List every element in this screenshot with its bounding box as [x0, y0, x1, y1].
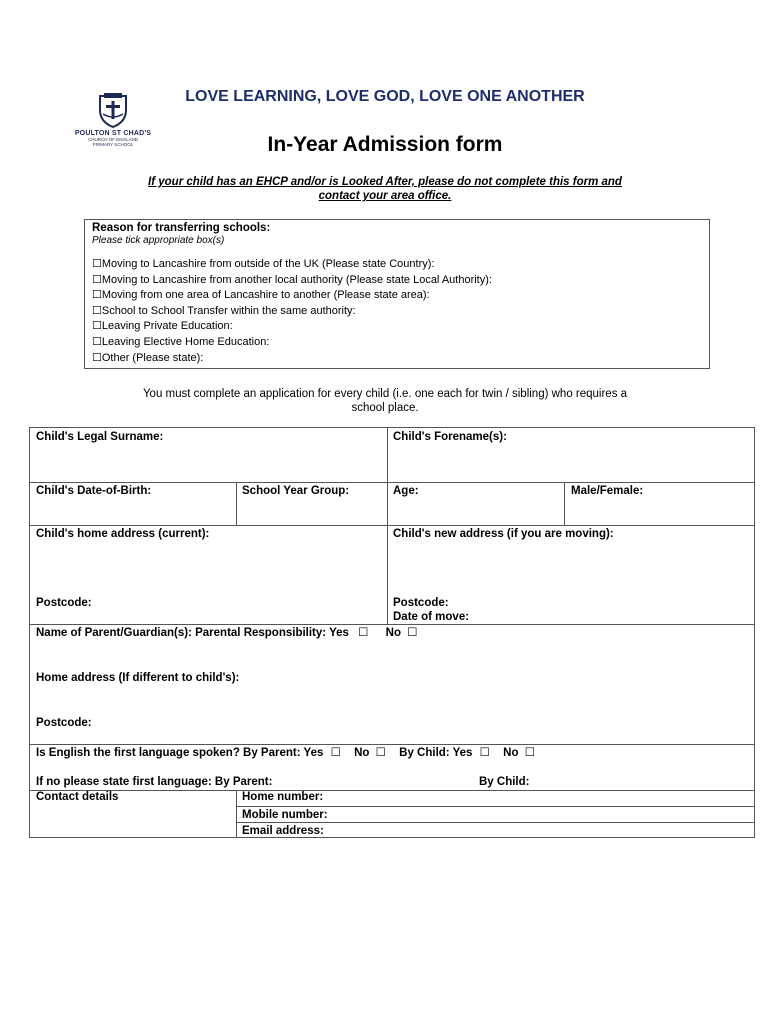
school-name-line2: CHURCH OF ENGLAND	[87, 137, 138, 142]
reason-subheading: Please tick appropriate box(s)	[92, 235, 225, 246]
row-divider	[30, 525, 754, 526]
home-number-field[interactable]: Home number:	[242, 791, 324, 803]
application-instruction	[90, 387, 680, 415]
english-parent-yes-checkbox[interactable]: ☐	[330, 747, 341, 759]
reason-option-within-lancashire[interactable]: ☐Moving from one area of Lancashire to another (Please state area):	[92, 289, 430, 302]
school-logo	[70, 92, 156, 154]
admission-details-table	[29, 427, 755, 838]
reason-option-private-education[interactable]: ☐Leaving Private Education:	[92, 320, 233, 333]
english-parent-no-label: No	[354, 747, 370, 759]
reason-option-other-authority[interactable]: ☐Moving to Lancashire from another local authority (Please state Local Authority):	[92, 273, 492, 286]
parent-guardian-label: Name of Parent/Guardian(s): Parental Responsibility: Yes	[36, 627, 349, 639]
date-of-move-field[interactable]: Date of move:	[393, 611, 470, 623]
reason-option-home-education[interactable]: ☐Leaving Elective Home Education:	[92, 335, 270, 348]
warning-line-1: If your child has an EHCP and/or is Looked After, please do not complete this form and	[148, 176, 622, 188]
ehcp-warning	[100, 175, 670, 203]
row-divider	[30, 482, 754, 483]
new-postcode-field[interactable]: Postcode:	[393, 597, 449, 609]
school-motto: LOVE LEARNING, LOVE GOD, LOVE ONE ANOTHER	[185, 88, 585, 105]
first-language-child-field[interactable]: By Child:	[479, 776, 530, 788]
parental-responsibility-no-checkbox[interactable]: ☐	[407, 627, 418, 639]
home-address-field[interactable]: Child's home address (current):	[36, 528, 210, 540]
row-divider	[30, 790, 754, 791]
mobile-number-field[interactable]: Mobile number:	[242, 809, 328, 821]
first-language-parent-field[interactable]: If no please state first language: By Parent:	[36, 776, 273, 788]
parental-responsibility-yes-checkbox[interactable]: ☐	[358, 627, 369, 639]
warning-line-2: contact your area office.	[318, 190, 452, 202]
contact-divider	[236, 806, 754, 807]
school-crest-icon	[96, 92, 130, 128]
year-group-field[interactable]: School Year Group:	[242, 485, 350, 497]
school-name-line3: PRIMARY SCHOOL	[92, 142, 134, 147]
gender-field[interactable]: Male/Female:	[571, 485, 644, 497]
english-child-yes-checkbox[interactable]: ☐	[479, 747, 490, 759]
parent-guardian-row	[36, 626, 418, 640]
english-parent-no-checkbox[interactable]: ☐	[375, 747, 386, 759]
instruction-line-1: You must complete an application for every child (i.e. one each for twin / sibling) who requires a	[142, 388, 628, 400]
english-language-row	[36, 746, 535, 760]
reason-option-school-transfer[interactable]: ☐School to School Transfer within the same authority:	[92, 304, 356, 317]
row-divider	[30, 624, 754, 625]
home-postcode-field[interactable]: Postcode:	[36, 597, 92, 609]
row-divider	[30, 744, 754, 745]
instruction-line-2: school place.	[351, 402, 419, 414]
english-language-label: Is English the first language spoken? By Parent: Yes	[36, 747, 324, 759]
new-address-field[interactable]: Child's new address (if you are moving):	[393, 528, 614, 540]
column-divider	[387, 428, 388, 624]
parent-postcode-field[interactable]: Postcode:	[36, 717, 92, 729]
parental-responsibility-no-label: No	[385, 627, 401, 639]
email-address-field[interactable]: Email address:	[242, 825, 324, 837]
school-name: POULTON ST CHAD'S	[74, 130, 152, 137]
age-field[interactable]: Age:	[393, 485, 419, 497]
parent-address-field[interactable]: Home address (If different to child's):	[36, 672, 240, 684]
english-child-label: By Child: Yes	[399, 747, 473, 759]
forename-field[interactable]: Child's Forename(s):	[393, 431, 507, 443]
reason-option-other[interactable]: ☐Other (Please state):	[92, 351, 204, 364]
reason-box	[84, 219, 710, 369]
contact-details-label: Contact details	[36, 791, 119, 803]
column-divider	[564, 482, 565, 525]
column-divider	[236, 790, 237, 838]
form-title: In-Year Admission form	[267, 133, 503, 156]
column-divider	[236, 482, 237, 525]
dob-field[interactable]: Child's Date-of-Birth:	[36, 485, 152, 497]
contact-divider	[236, 822, 754, 823]
english-child-no-label: No	[503, 747, 519, 759]
surname-field[interactable]: Child's Legal Surname:	[36, 431, 164, 443]
english-child-no-checkbox[interactable]: ☐	[524, 747, 536, 759]
reason-option-outside-uk[interactable]: ☐Moving to Lancashire from outside of the UK (Please state Country):	[92, 258, 435, 270]
reason-heading: Reason for transferring schools:	[92, 222, 271, 234]
